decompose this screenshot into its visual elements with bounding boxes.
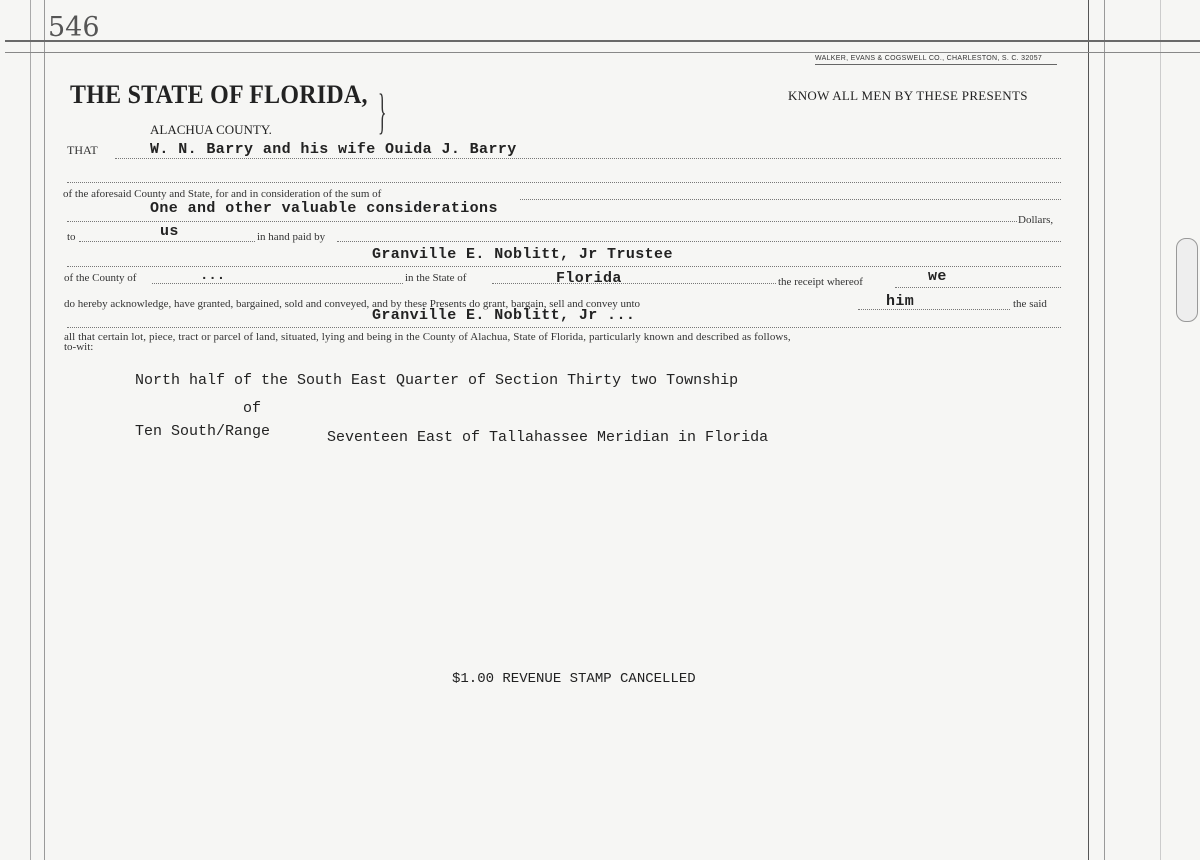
consideration-line-2 [67,221,1017,222]
description-line-2: of [243,400,262,417]
state-of-value: Florida [556,270,622,287]
binder-hole [1176,238,1198,322]
imprint-underline [815,64,1057,65]
grantors-value: W. N. Barry and his wife Ouida J. Barry [150,141,517,158]
printer-imprint: WALKER, EVANS & COGSWELL CO., CHARLESTON, S. C. 32057 [815,55,1043,62]
receipt-label: the receipt whereof [778,276,863,288]
to-line [79,241,255,242]
county-heading: ALACHUA COUNTY. [150,122,272,137]
state-title: THE STATE OF FLORIDA, [70,80,368,109]
left-margin-line-2 [44,0,45,860]
unto-line [858,309,1010,310]
right-margin-line-3 [1160,0,1161,860]
paid-by-value: Granville E. Noblitt, Jr Trustee [372,246,673,263]
paid-by-line-2 [67,266,1061,267]
know-all-heading: KNOW ALL MEN BY THESE PRESENTS [788,88,1028,103]
that-line [115,158,1061,159]
to-wit: to-wit: [64,341,94,353]
to-value: us [160,223,179,240]
grantee-line [67,327,1061,328]
revenue-stamp-note: $1.00 REVENUE STAMP CANCELLED [452,671,696,687]
consideration-line [520,199,1061,200]
to-label: to [67,231,76,243]
consideration-value: One and other valuable considerations [150,200,498,217]
page-number: 546 [48,12,100,43]
right-margin-line [1088,0,1089,860]
receipt-line [895,287,1061,288]
county-of-line [152,283,403,284]
top-rule [5,40,1200,42]
that-label: THAT [67,143,98,157]
the-said-label: the said [1013,298,1047,310]
right-margin-line-2 [1104,0,1105,860]
dollars-label: Dollars, [1018,214,1054,226]
paid-by-label: in hand paid by [257,231,326,243]
description-line-3a: Ten South/Range [135,423,271,440]
county-of-value: ... [200,268,226,284]
county-of-label: of the County of [64,272,137,284]
state-of-line [492,283,776,284]
acknowledge-text: do hereby acknowledge, have granted, bargained, sold and conveyed, and by these Presents do grant, bargain, sell and convey unto [64,298,641,310]
description-line-1: North half of the South East Quarter of Section Thirty two Township [135,372,739,389]
unto-value: him [886,293,915,310]
blank-line-1 [67,182,1061,183]
left-margin-line [30,0,31,860]
grantee-value: Granville E. Noblitt, Jr ... [372,307,636,324]
paid-by-line [337,241,1061,242]
description-line-3b: Seventeen East of Tallahassee Meridian in Florida [327,429,769,446]
brace: } [378,83,387,139]
state-of-label: in the State of [405,272,467,284]
consideration-label: of the aforesaid County and State, for and in consideration of the sum of [63,188,382,200]
top-rule-2 [5,52,1200,53]
receipt-value: we [928,268,947,285]
land-text: all that certain lot, piece, tract or parcel of land, situated, lying and being in the County of Alachua, State of Florida, particularly known and described as follows, [64,331,791,343]
